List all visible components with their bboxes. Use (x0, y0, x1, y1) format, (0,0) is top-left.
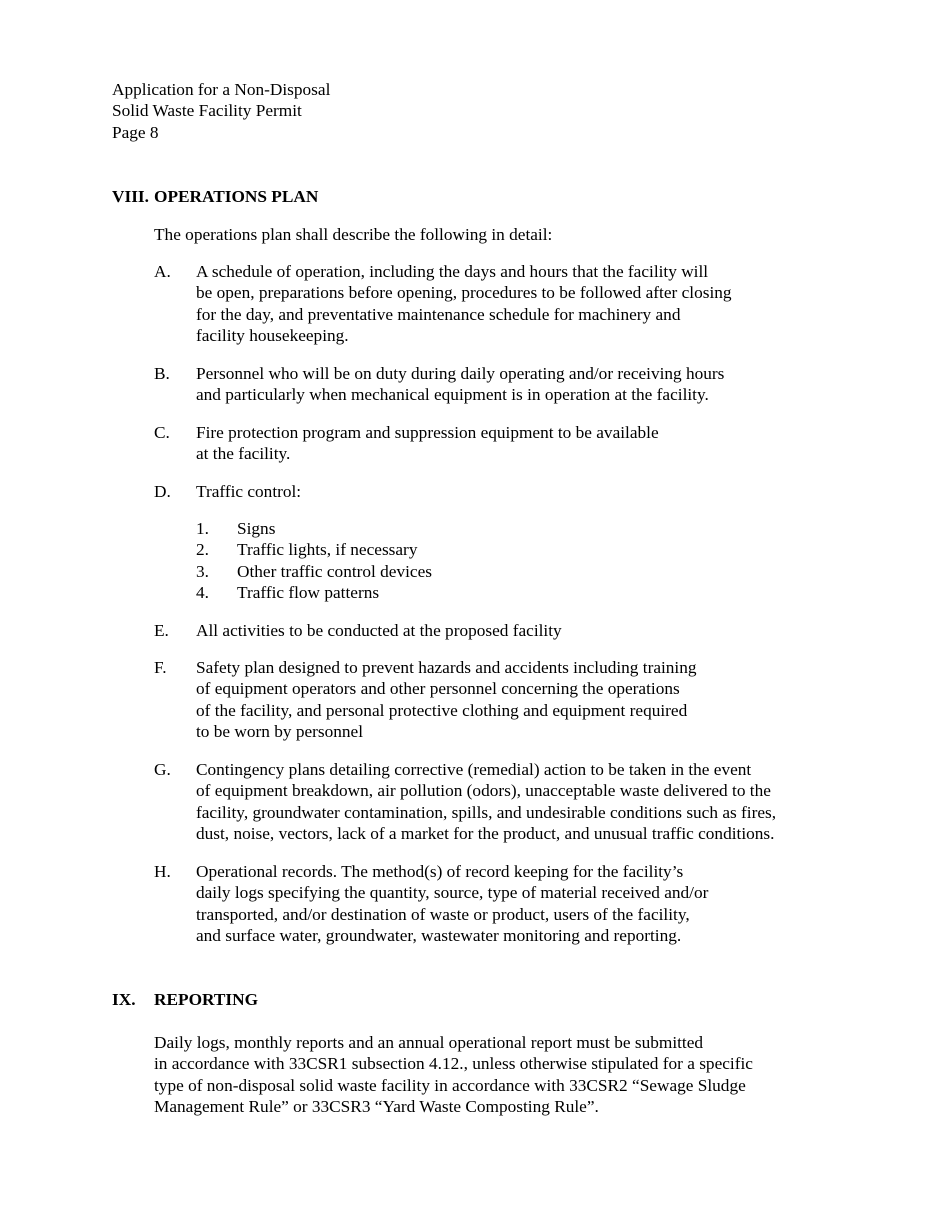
text-line: Daily logs, monthly reports and an annual operational report must be submitted (154, 1033, 704, 1052)
section-9-body (154, 1032, 753, 1117)
text-line: at the facility. (196, 444, 291, 464)
list-item-letter: A. (154, 262, 171, 281)
text-line: Traffic control: (196, 482, 302, 501)
sub-item-number: 1. (196, 519, 209, 538)
text-line: Fire protection program and suppression equipment to be available (196, 423, 659, 442)
text-line: facility housekeeping. (196, 325, 349, 345)
list-item-text (196, 861, 708, 946)
section-8-number: VIII. (112, 187, 149, 206)
text-line: A schedule of operation, including the days and hours that the facility will (196, 262, 709, 281)
text-line: of equipment breakdown, air pollution (odors), unacceptable waste delivered to the (196, 781, 771, 801)
section-9-title: REPORTING (154, 990, 259, 1009)
list-item-letter: B. (154, 364, 170, 383)
page-number: Page 8 (112, 122, 159, 142)
document-header (112, 79, 330, 143)
text-line: Safety plan designed to prevent hazards and accidents including training (196, 658, 697, 677)
text-line: Contingency plans detailing corrective (remedial) action to be taken in the event (196, 760, 752, 779)
text-line: and surface water, groundwater, wastewater monitoring and reporting. (196, 925, 682, 945)
list-item-letter: F. (154, 658, 167, 677)
sub-item-text: Signs (237, 519, 276, 538)
text-line: All activities to be conducted at the proposed facility (196, 621, 562, 640)
sub-item-text: Traffic lights, if necessary (237, 540, 418, 560)
text-line: of the facility, and personal protective clothing and equipment required (196, 700, 688, 720)
text-line: transported, and/or destination of waste or product, users of the facility, (196, 904, 690, 924)
list-item-letter: G. (154, 760, 171, 779)
section-8-intro: The operations plan shall describe the following in detail: (154, 225, 553, 244)
list-item-text (196, 481, 301, 502)
list-item-letter: H. (154, 862, 171, 881)
text-line: Operational records. The method(s) of record keeping for the facility’s (196, 862, 684, 881)
text-line: be open, preparations before opening, procedures to be followed after closing (196, 283, 732, 303)
sub-item-number: 3. (196, 561, 209, 581)
list-item-text (196, 422, 659, 465)
text-line: and particularly when mechanical equipment is in operation at the facility. (196, 385, 709, 405)
list-item-text (196, 363, 724, 406)
sub-item-number: 4. (196, 582, 209, 602)
list-item-text (196, 657, 697, 742)
list-item-text (196, 759, 776, 844)
list-item-letter: C. (154, 423, 170, 442)
sub-item-text: Other traffic control devices (237, 561, 432, 581)
sub-item-number: 2. (196, 540, 209, 560)
text-line: daily logs specifying the quantity, source, type of material received and/or (196, 883, 709, 903)
section-9-number: IX. (112, 990, 136, 1009)
list-item-letter: D. (154, 482, 171, 501)
list-item-text (196, 261, 732, 346)
header-line-1: Application for a Non-Disposal (112, 80, 331, 99)
text-line: type of non-disposal solid waste facility in accordance with 33CSR2 “Sewage Sludge (154, 1075, 746, 1095)
text-line: Management Rule” or 33CSR3 “Yard Waste Composting Rule”. (154, 1096, 599, 1116)
text-line: for the day, and preventative maintenance schedule for machinery and (196, 304, 681, 324)
header-line-2: Solid Waste Facility Permit (112, 101, 302, 121)
text-line: in accordance with 33CSR1 subsection 4.12., unless otherwise stipulated for a specific (154, 1054, 753, 1074)
text-line: facility, groundwater contamination, spills, and undesirable conditions such as fires, (196, 802, 777, 822)
list-item-letter: E. (154, 621, 169, 640)
list-item-text (196, 620, 562, 641)
sub-item-text: Traffic flow patterns (237, 582, 380, 602)
text-line: to be worn by personnel (196, 721, 364, 741)
section-8-title: OPERATIONS PLAN (154, 187, 319, 206)
text-line: dust, noise, vectors, lack of a market for the product, and unusual traffic conditions. (196, 823, 775, 843)
text-line: of equipment operators and other personnel concerning the operations (196, 679, 680, 699)
text-line: Personnel who will be on duty during daily operating and/or receiving hours (196, 364, 725, 383)
